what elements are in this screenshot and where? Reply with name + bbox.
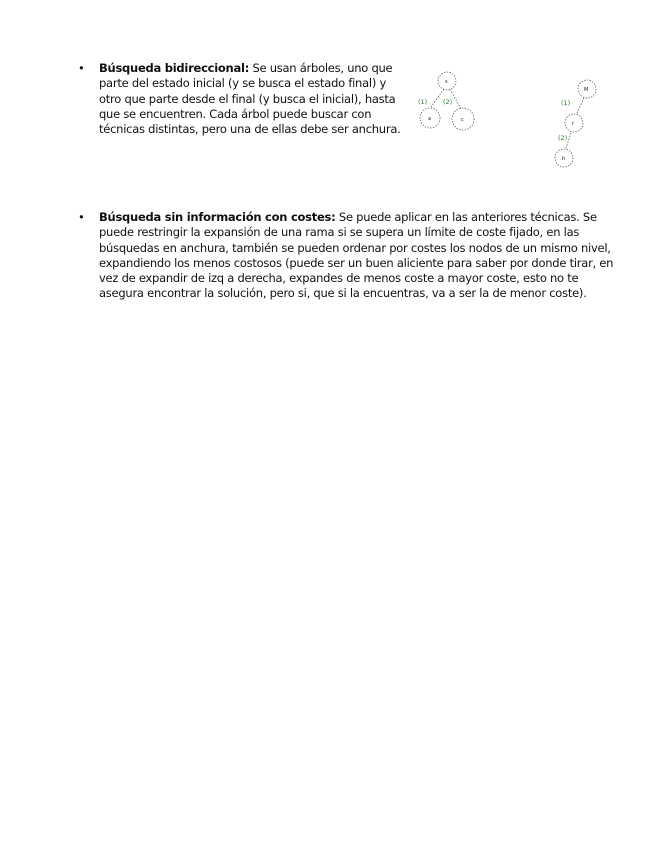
node-label: M — [584, 87, 589, 93]
node-label: h — [562, 156, 566, 162]
node-label: r — [572, 121, 575, 127]
edge-label: (1) — [561, 99, 571, 107]
bullet-marker: • — [78, 61, 85, 75]
bullet-marker: • — [78, 210, 85, 224]
node-label: c — [461, 117, 464, 123]
node-label: s — [445, 79, 448, 85]
bullet-text — [99, 61, 404, 137]
bidirectional-tree-diagram-left — [415, 67, 479, 133]
bullet-heading: Búsqueda bidireccional: — [99, 61, 250, 75]
bullet-body: Se usan árboles, uno que parte del estado inicial (y se busca el estado final) y otro que parte desde el final (y busca el inicial), hasta que se encuentren. Cada árbol puede buscar con técnicas distintas, pero una de ellas debe ser anchura. — [99, 61, 401, 137]
bidirectional-tree-diagram-right — [554, 78, 600, 174]
edge-label: (1) — [418, 98, 428, 106]
edge-label: (2) — [558, 134, 568, 142]
edge-label: (2) — [443, 98, 453, 106]
tree-edge — [576, 98, 584, 115]
bullet-body: Se puede aplicar en las anteriores técnicas. Se puede restringir la expansión de una rama si se supera un límite de coste fijado, en las búsquedas en anchura, también se pueden ordenar por costes los nodos de un mismo nivel, expandiendo los menos costosos (puede ser un buen aliciente para saber por donde tirar, en vez de expandir de izq a derecha, expandes de menos coste a mayor coste, esto no te asegura encontrar la solución, pero si, que si la encuentras, va a ser la de menor coste). — [99, 210, 614, 301]
bullet-heading: Búsqueda sin información con costes: — [99, 210, 336, 224]
bullet-text — [99, 210, 614, 302]
node-label: a — [428, 116, 432, 122]
